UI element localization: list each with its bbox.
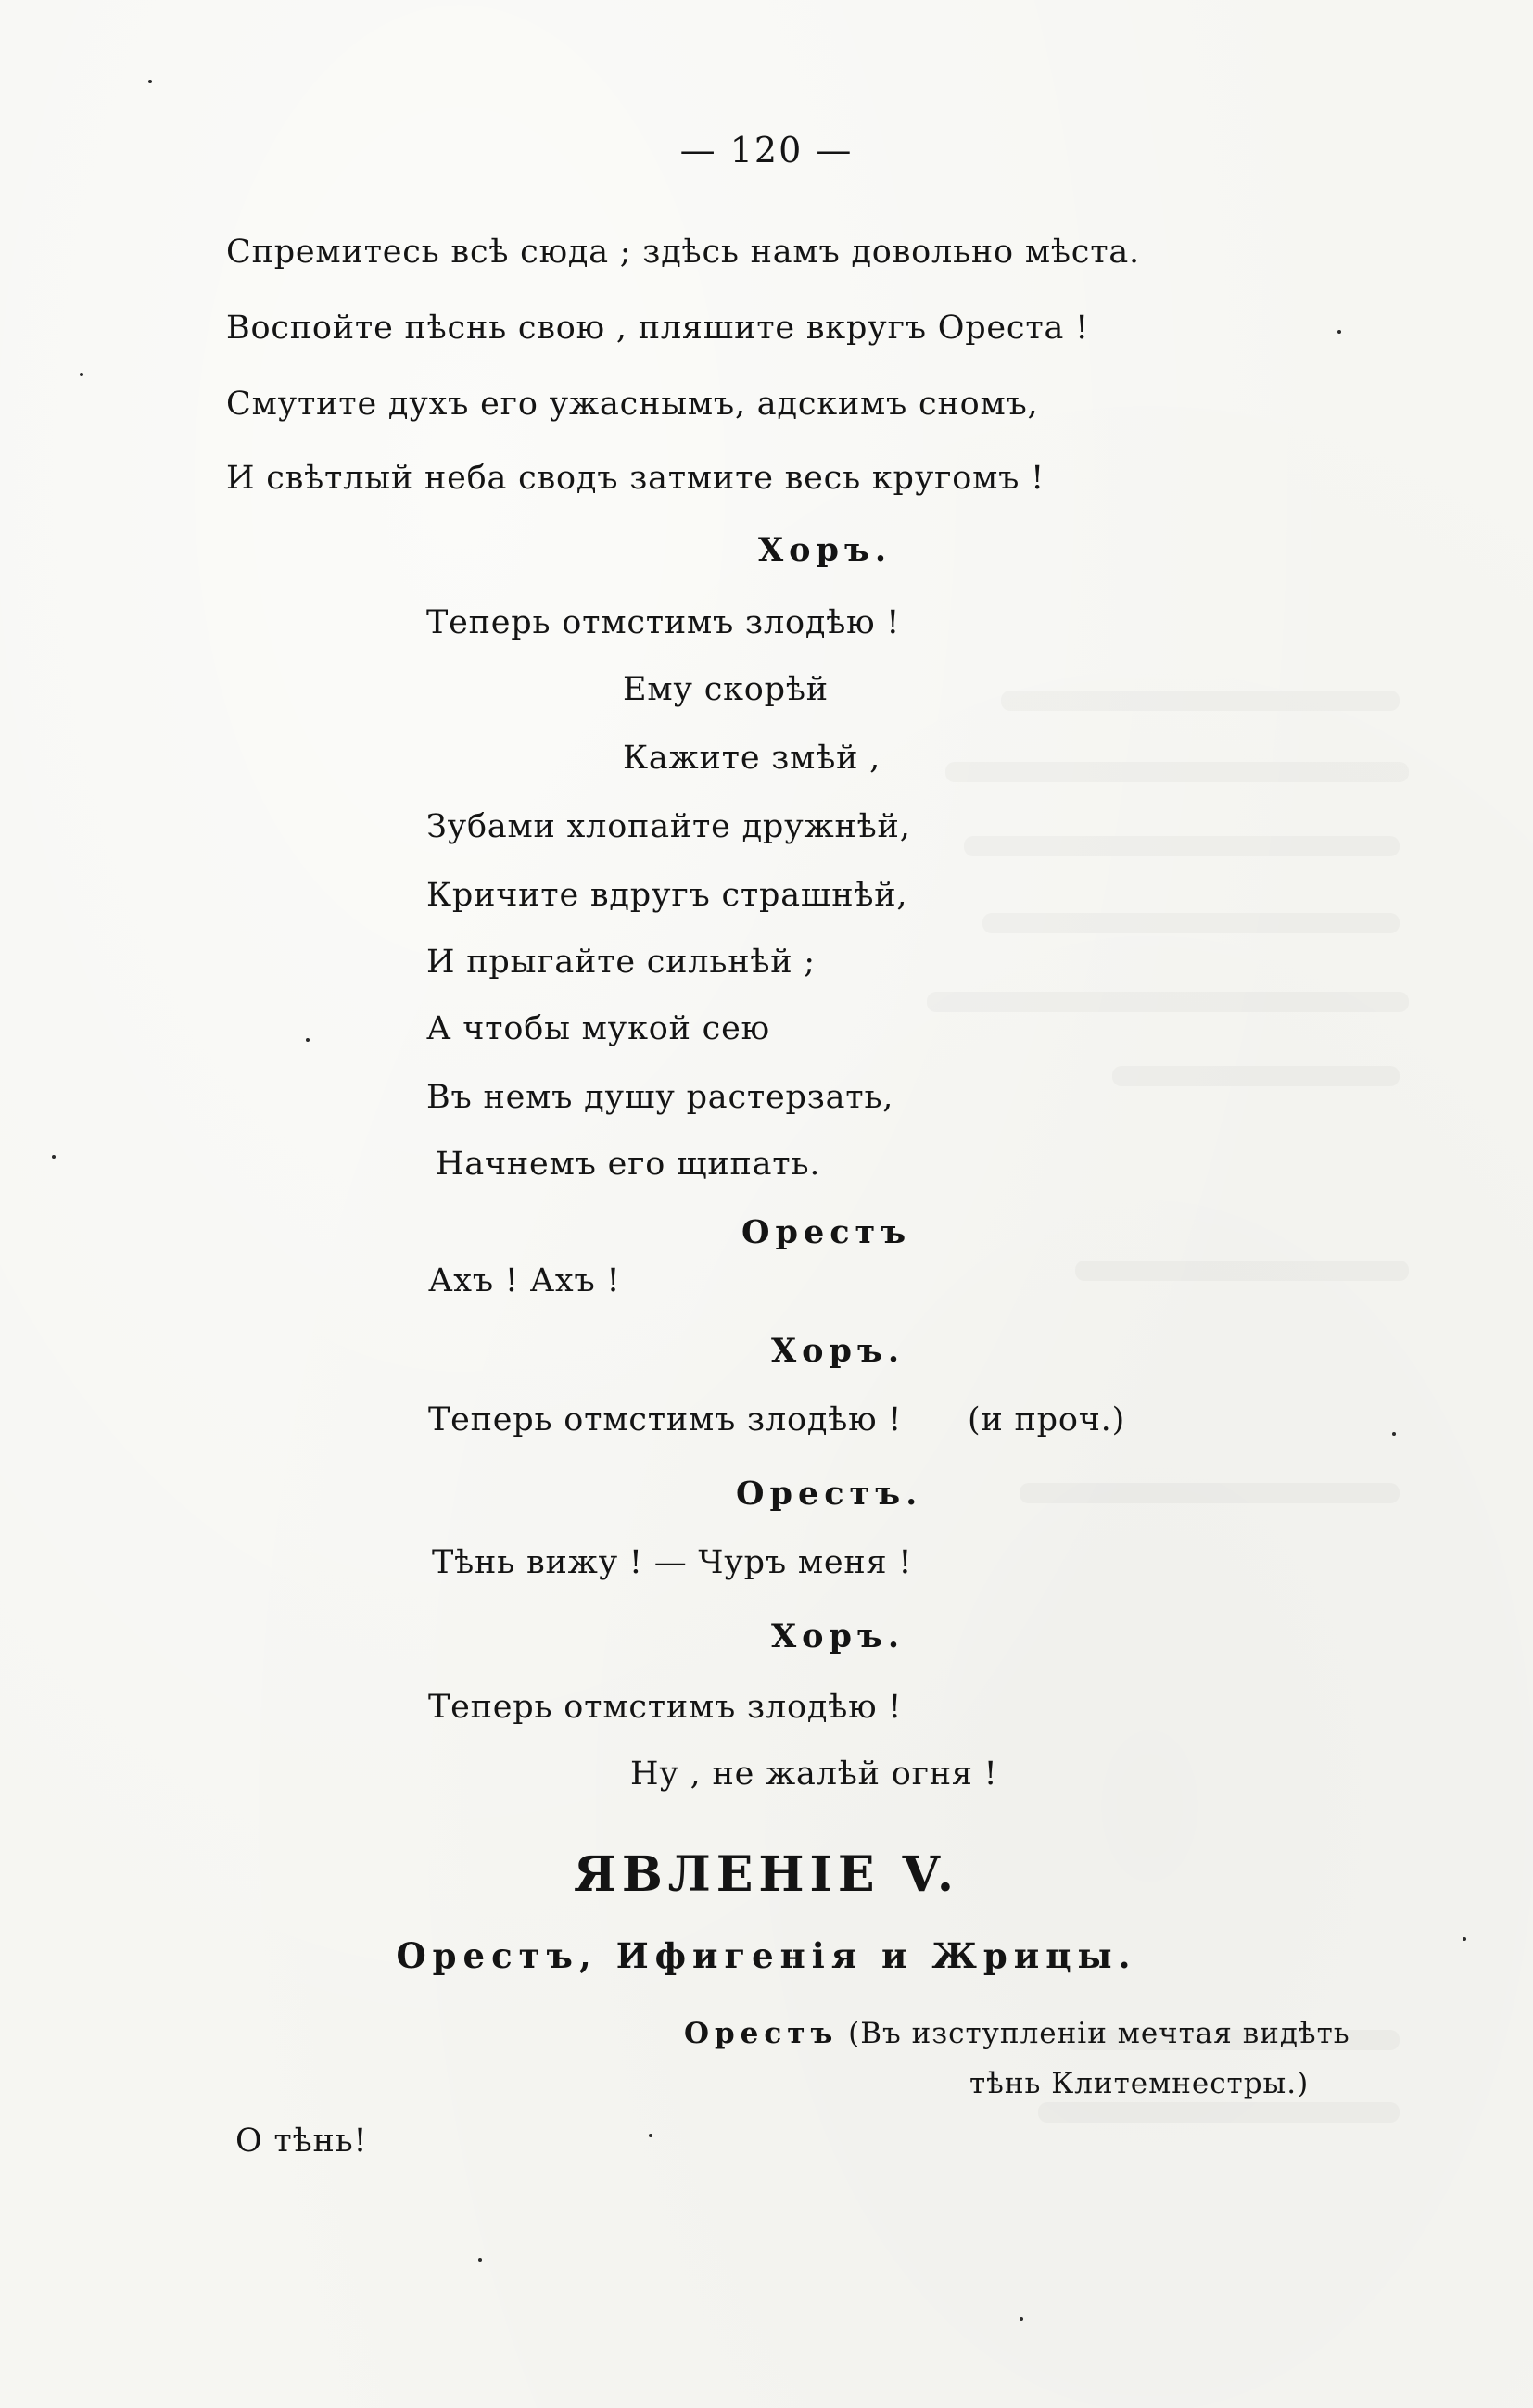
page-number: — 120 — bbox=[679, 130, 854, 171]
verse-line: Смутите духъ его ужаснымъ, адскимъ сномъ, bbox=[226, 386, 1039, 423]
ink-speck bbox=[52, 1155, 56, 1159]
chorus-line: Теперь отмстимъ злодѣю ! bbox=[428, 1401, 903, 1438]
show-through-mark bbox=[964, 836, 1400, 856]
chorus-line: Кажите змѣй , bbox=[623, 740, 881, 777]
ink-speck bbox=[1337, 330, 1341, 334]
verse-line: Спремитесь всѣ сюда ; здѣсь намъ довольно мѣста. bbox=[226, 234, 1140, 271]
chorus-line: Ему скорѣй bbox=[623, 671, 829, 708]
show-through-mark bbox=[945, 762, 1409, 782]
ink-speck bbox=[1392, 1432, 1396, 1436]
chorus-line: Въ немъ душу растерзать, bbox=[426, 1079, 894, 1116]
show-through-mark bbox=[1001, 691, 1400, 711]
chorus-line: Ну , не жалѣй огня ! bbox=[630, 1755, 998, 1793]
speaker-chorus: Хоръ. bbox=[771, 1332, 906, 1370]
speaker-orestes: Орестъ. bbox=[736, 1475, 923, 1513]
ink-speck bbox=[478, 2258, 482, 2262]
show-through-mark bbox=[927, 992, 1409, 1012]
verse-line: И свѣтлый неба сводъ затмите весь кругомъ ! bbox=[226, 460, 1045, 497]
show-through-mark bbox=[1038, 2102, 1400, 2123]
show-through-mark bbox=[1020, 1483, 1400, 1503]
ink-speck bbox=[80, 373, 83, 376]
ink-speck bbox=[148, 80, 152, 83]
orestes-line: О тѣнь! bbox=[235, 2123, 368, 2160]
stage-direction-continued: тѣнь Клитемнестры.) bbox=[969, 2067, 1310, 2100]
speaker-orestes: Орестъ bbox=[741, 1213, 912, 1251]
chorus-line: Начнемъ его щипать. bbox=[436, 1146, 821, 1183]
ink-speck bbox=[649, 2134, 652, 2137]
ink-speck bbox=[1020, 2317, 1023, 2321]
orestes-line: Ахъ ! Ахъ ! bbox=[428, 1262, 621, 1299]
ink-speck bbox=[306, 1038, 310, 1042]
show-through-mark bbox=[1075, 1261, 1409, 1281]
stage-note: (и проч.) bbox=[968, 1401, 1126, 1438]
chorus-line: А чтобы мукой сею bbox=[426, 1010, 770, 1047]
ink-speck bbox=[1463, 1937, 1466, 1941]
scene-cast: Орестъ, Ифигенія и Жрицы. bbox=[396, 1935, 1137, 1976]
speaker-chorus: Хоръ. bbox=[771, 1617, 906, 1655]
stage-direction bbox=[684, 2013, 1350, 2054]
show-through-mark bbox=[982, 913, 1400, 933]
chorus-line: Зубами хлопайте дружнѣй, bbox=[426, 808, 911, 845]
verse-line: Воспойте пѣснь свою , пляшите вкругъ Ореста ! bbox=[226, 310, 1089, 347]
chorus-line: Теперь отмстимъ злодѣю ! bbox=[426, 604, 901, 641]
scene-title: ЯВЛЕНІЕ V. bbox=[574, 1846, 959, 1903]
direction-speaker: Орестъ bbox=[684, 2017, 839, 2050]
chorus-line: Теперь отмстимъ злодѣю ! bbox=[428, 1689, 903, 1726]
orestes-line: Тѣнь вижу ! — Чуръ меня ! bbox=[432, 1544, 913, 1581]
chorus-line: И прыгайте сильнѣй ; bbox=[426, 944, 816, 981]
show-through-mark bbox=[1112, 1066, 1400, 1086]
speaker-chorus: Хоръ. bbox=[758, 531, 893, 569]
chorus-line: Кричите вдругъ страшнѣй, bbox=[426, 877, 908, 914]
direction-text: (Въ изступленіи мечтая видѣть bbox=[848, 2017, 1350, 2050]
